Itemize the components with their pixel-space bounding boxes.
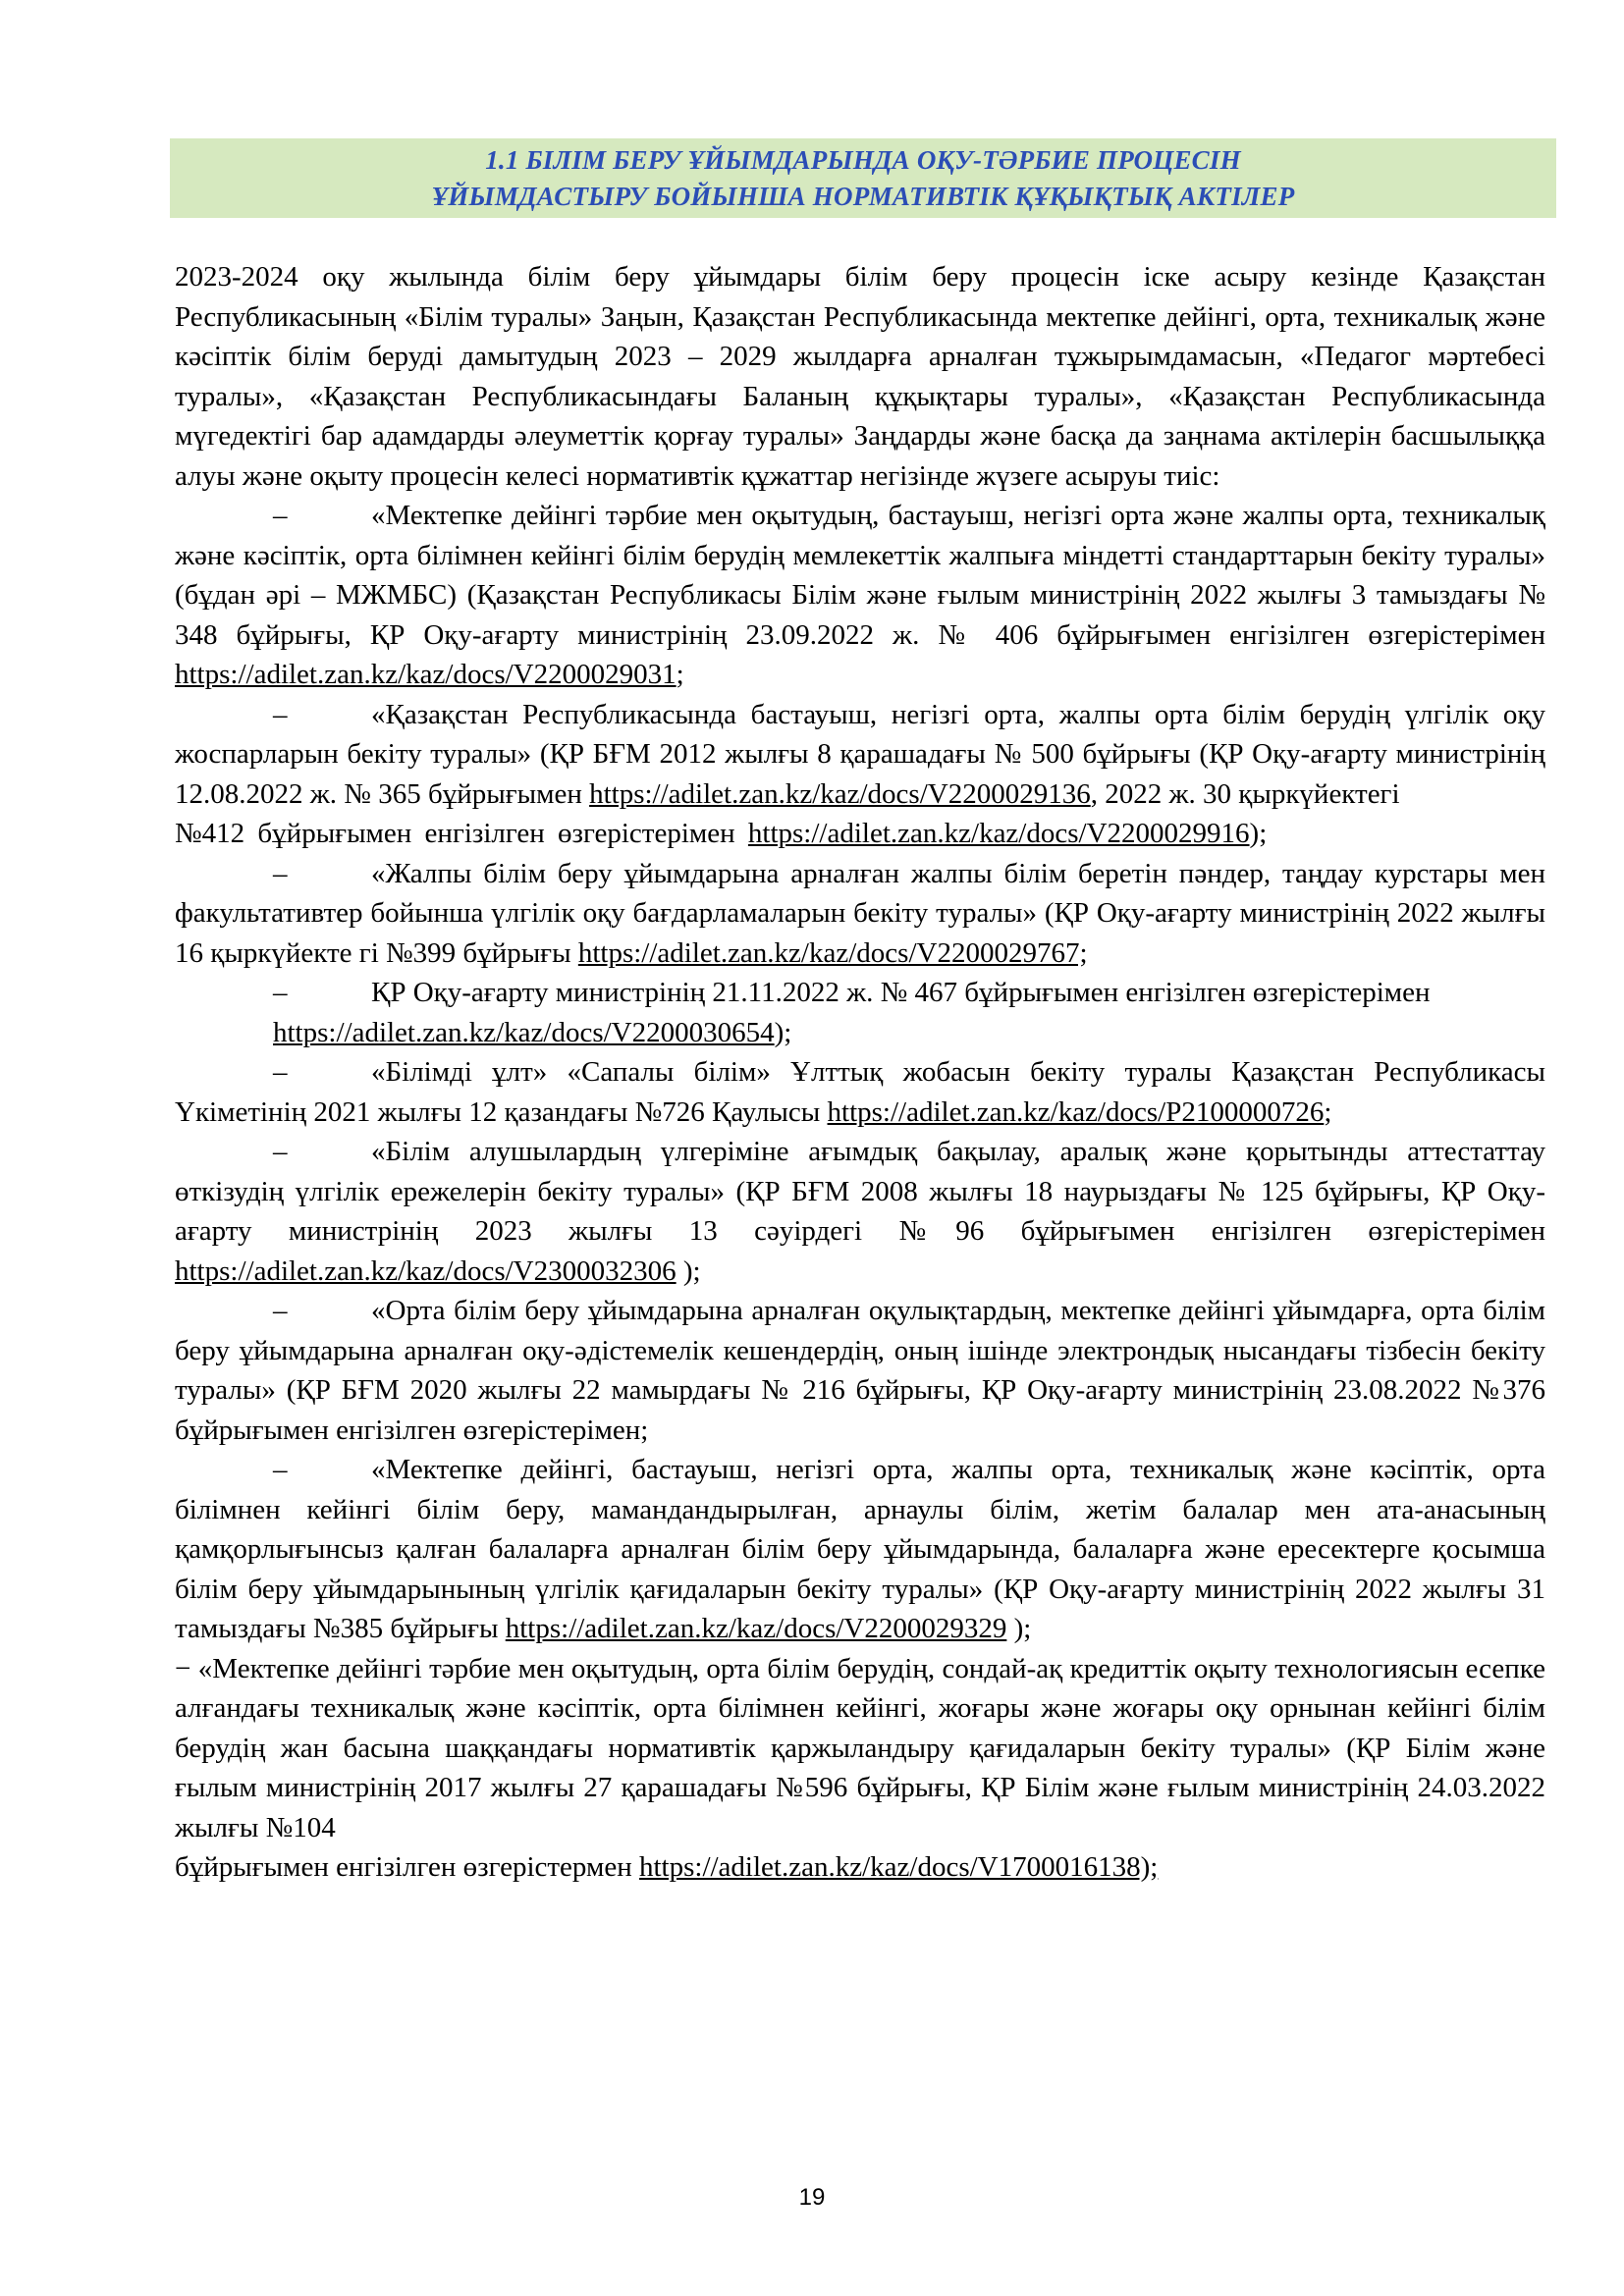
document-link[interactable]: https://adilet.zan.kz/kaz/docs/V2200030654 xyxy=(273,1016,775,1048)
dash-bullet: – xyxy=(273,1056,288,1088)
list-item-continuation: бұйрығымен енгізілген өзгерістермен https://adilet.zan.kz/kaz/docs/V1700016138); xyxy=(175,1851,1159,1883)
intro-paragraph: 2023-2024 оқу жылында білім беру ұйымдары білім беру процесін іске асыру кезінде Қазақстан Республикасының «Білім туралы» Заңын, Қазақстан Республикасында мектепке дейінгі, орта, техникалық және кәсіптік білім беруді дамытудың 2023 – 2029 жылдарға арналған тұжырымдамасын, «Педагог мәртебесі туралы», «Қазақстан Республикасындағы Баланың құқықтары туралы», «Қазақстан Республикасында мүгедектігі бар адамдарды әлеуметтік қорғау туралы» Заңдарды және басқа да заңнама актілерін басшылыққа алуы және оқыту процесін келесі нормативтік құжаттар негізінде жүзеге асыруы тиіс: xyxy=(175,261,1545,492)
dash-bullet: – xyxy=(273,698,288,730)
dash-bullet: – xyxy=(273,1454,288,1485)
list-item: – «Орта білім беру ұйымдарына арналған оқулықтардың, мектепке дейінгі ұйымдарға, орта білім беру ұйымдарына арналған оқу-әдістемелік кешендердің, оның ішінде электрондық нысандағы тізбесін бекіту туралы» (ҚР БҒМ 2020 жылғы 22 мамырдағы № 216 бұйрығы, ҚР Оқу-ағарту министрінің 23.08.2022 №376 бұйрығымен енгізілген өзгерістерімен; xyxy=(175,1291,1545,1450)
list-item-last: − «Мектепке дейінгі тәрбие мен оқытудың, орта білім берудің, сондай-ақ кредиттік оқыту технологиясын есепке алғандағы техникалық және кәсіптік, орта білімнен кейінгі, жоғары және жоғары оқу орнынан кейінгі білім берудің жан басына шаққандағы нормативтік қаржыландыру қағидаларын бекіту туралы» (ҚР Білім және ғылым министрінің 2017 жылғы 27 қарашадағы №596 бұйрығы, ҚР Білім және ғылым министрінің 24.03.2022 жылғы №104 xyxy=(175,1652,1545,1843)
dash-bullet: – xyxy=(273,1295,288,1326)
dash-bullet: – xyxy=(273,857,288,889)
document-link[interactable]: https://adilet.zan.kz/kaz/docs/P2100000726 xyxy=(827,1095,1325,1128)
document-link[interactable]: https://adilet.zan.kz/kaz/docs/V2200029329 xyxy=(505,1613,1007,1644)
list-item: – «Білімді ұлт» «Сапалы білім» Ұлттық жобасын бекіту туралы Қазақстан Республикасы Үкіметінің 2021 жылғы 12 қазандағы №726 Қаулысы https://adilet.zan.kz/kaz/docs/P2100000726; xyxy=(175,1052,1545,1132)
list-item-continuation: №412 бұйрығымен енгізілген өзгерістерімен https://adilet.zan.kz/kaz/docs/V2200029916); xyxy=(175,818,1268,849)
document-link[interactable]: https://adilet.zan.kz/kaz/docs/V2200029767; xyxy=(577,936,1088,969)
section-header xyxy=(170,138,1556,218)
list-item: – «Қазақстан Республикасында бастауыш, негізгі орта, жалпы орта білім берудің үлгілік оқу жоспарларын бекіту туралы» (ҚР БҒМ 2012 жылғы 8 қарашадағы № 500 бұйрығы (ҚР Оқу-ағарту министрінің 12.08.2022 ж. № 365 бұйрығымен https://adilet.zan.kz/kaz/docs/V2200029136, 2022 ж. 30 қыркүйектегі xyxy=(175,695,1545,815)
dash-bullet: – xyxy=(273,1136,288,1167)
document-link[interactable]: https://adilet.zan.kz/kaz/docs/V2300032306 xyxy=(175,1255,677,1287)
dash-bullet: – xyxy=(273,977,288,1008)
section-title-line-1: 1.1 БІЛІМ БЕРУ ҰЙЫМДАРЫНДА ОҚУ-ТӘРБИЕ ПРОЦЕСІН xyxy=(485,144,1241,175)
dash-bullet: − xyxy=(175,1652,191,1684)
page-number: 19 xyxy=(798,2184,826,2211)
section-title-line-2: ҰЙЫМДАСТЫРУ БОЙЫНША НОРМАТИВТІК ҚҰҚЫҚТЫҚ АКТІЛЕР xyxy=(431,181,1295,211)
list-item: – «Мектепке дейінгі тәрбие мен оқытудың, бастауыш, негізгі орта және жалпы орта, техникалық және кәсіптік, орта білімнен кейінгі білім берудің мемлекеттік жалпыға міндетті стандарттарын бекіту туралы» (бұдан әрі – МЖМБС) (Қазақстан Республикасы Білім және ғылым министрінің 2022 жылғы 3 тамыздағы № 348 бұйрығы, ҚР Оқу-ағарту министрінің 23.09.2022 ж. № 406 бұйрығымен енгізілген өзгерістерімен https://adilet.zan.kz/kaz/docs/V2200029031; xyxy=(175,496,1545,695)
list-item: – ҚР Оқу-ағарту министрінің 21.11.2022 ж. № 467 бұйрығымен енгізілген өзгерістерімен https://adilet.zan.kz/kaz/docs/V2200030654); xyxy=(175,973,1545,1052)
document-link[interactable]: https://adilet.zan.kz/kaz/docs/V2200029916 xyxy=(747,818,1250,849)
document-link[interactable]: https://adilet.zan.kz/kaz/docs/V1700016138); xyxy=(638,1851,1159,1883)
dash-bullet: – xyxy=(273,500,288,531)
list-item: – «Жалпы білім беру ұйымдарына арналған жалпы білім беретін пәндер, таңдау курстары мен факультативтер бойынша үлгілік оқу бағдарламаларын бекіту туралы» (ҚР Оқу-ағарту министрінің 2022 жылғы 16 қыркүйекте гі №399 бұйрығы https://adilet.zan.kz/kaz/docs/V2200029767; xyxy=(175,854,1545,974)
list-item: – «Білім алушылардың үлгеріміне ағымдық бақылау, аралық және қорытынды аттестаттау өткізудің үлгілік ережелерін бекіту туралы» (ҚР БҒМ 2008 жылғы 18 наурыздағы № 125 бұйрығы, ҚР Оқу-ағарту министрінің 2023 жылғы 13 сәуірдегі №96 бұйрығымен енгізілген өзгерістерімен https://adilet.zan.kz/kaz/docs/V2300032306 ); xyxy=(175,1132,1545,1291)
document-body xyxy=(175,257,1545,1888)
document-link[interactable]: https://adilet.zan.kz/kaz/docs/V2200029031 xyxy=(175,659,677,690)
document-link[interactable]: https://adilet.zan.kz/kaz/docs/V2200029136 xyxy=(589,777,1091,810)
list-item: – «Мектепке дейінгі, бастауыш, негізгі орта, жалпы орта, техникалық және кәсіптік, орта білімнен кейінгі білім беру, мамандандырылған, арнаулы білім, жетім балалар мен ата-анасының қамқорлығынсыз қалған балаларға арналған білім беру ұйымдарында, балаларға және ересектерге қосымша білім беру ұйымдарынының үлгілік қағидаларын бекіту туралы» (ҚР Оқу-ағарту министрінің 2022 жылғы 31 тамыздағы №385 бұйрығы https://adilet.zan.kz/kaz/docs/V2200029329 ); xyxy=(175,1450,1545,1649)
